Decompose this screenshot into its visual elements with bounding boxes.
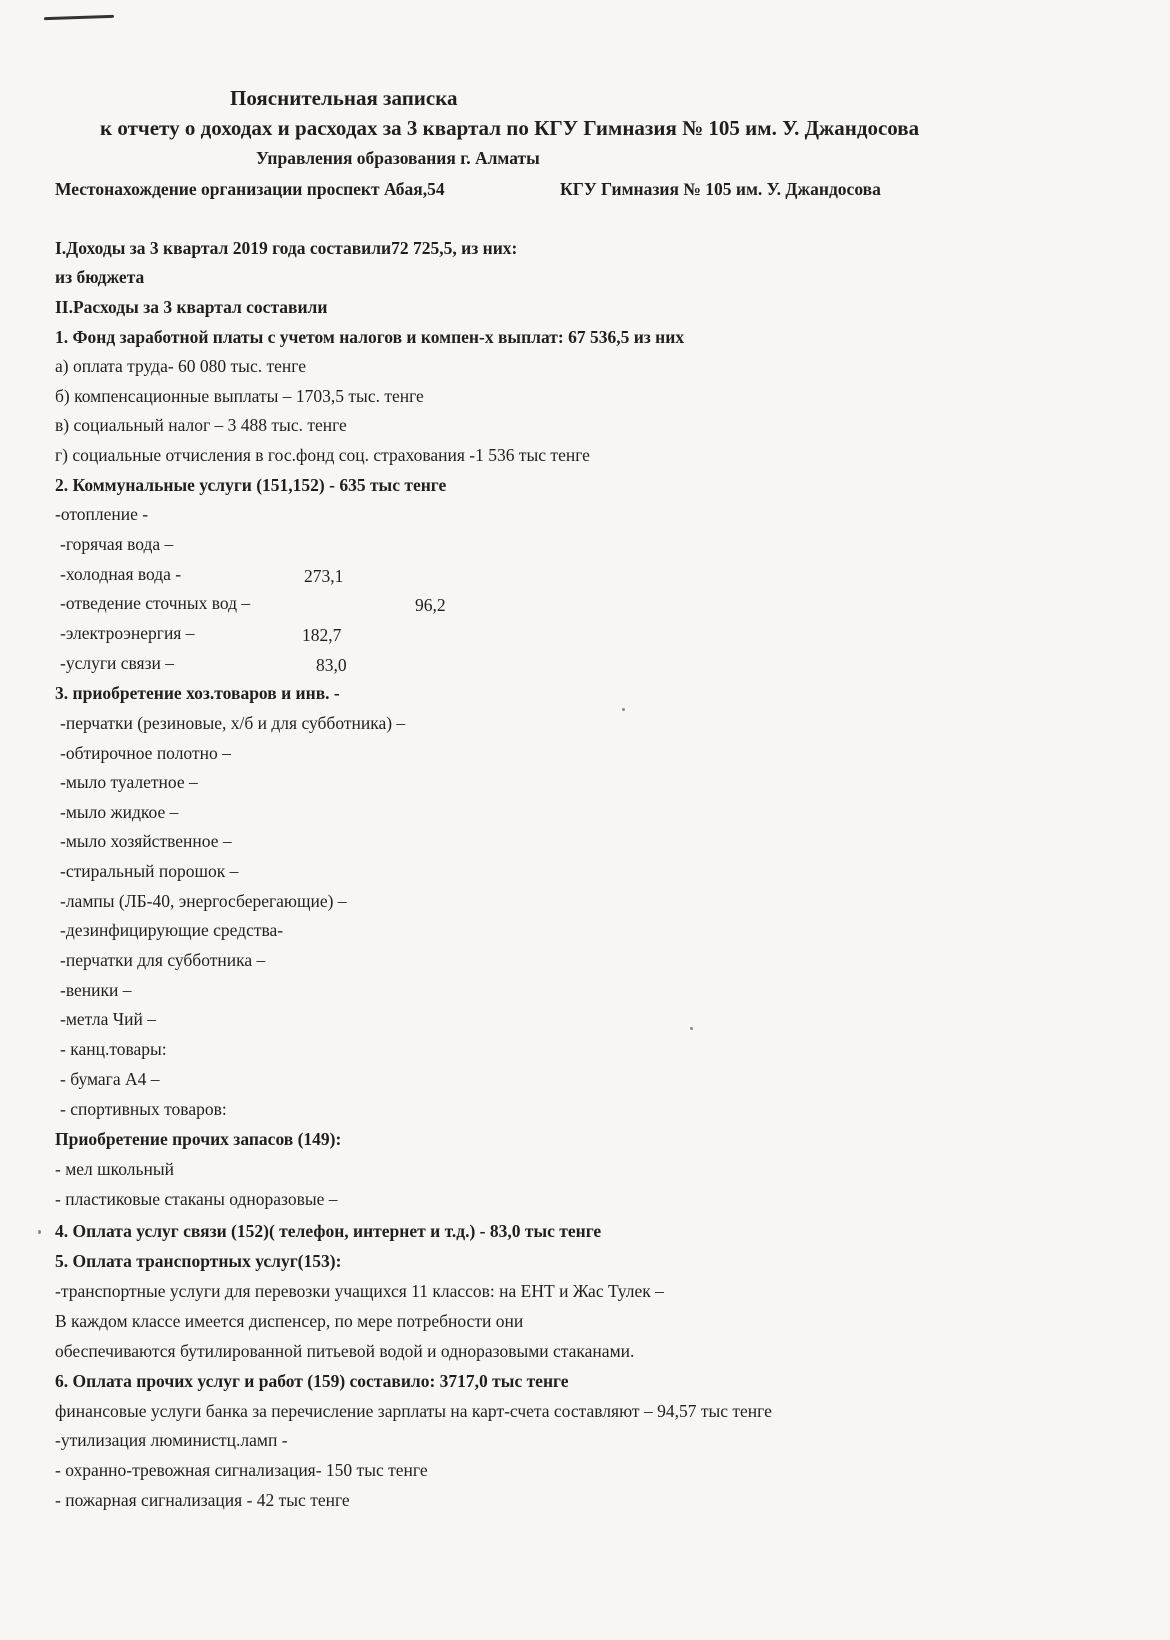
transport-line: обеспечиваются бутилированной питьевой водой и одноразовыми стаканами.	[55, 1341, 635, 1361]
utility-cold-water-value: 273,1	[304, 566, 344, 586]
other-stock-heading: Приобретение прочих запасов (149):	[55, 1129, 342, 1149]
income-heading: I.Доходы за 3 квартал 2019 года составили72 725,5, из них:	[55, 238, 518, 258]
utility-cold-water: -холодная вода -	[60, 564, 182, 584]
supply-item: -дезинфицирующие средства-	[60, 920, 284, 940]
supplies-heading: 3. приобретение хоз.товаров и инв. -	[55, 683, 340, 703]
location-line: Местонахождение организации проспект Абая,54	[55, 179, 445, 199]
utility-communication: -услуги связи –	[60, 653, 174, 673]
other-services-line: финансовые услуги банка за перечисление зарплаты на карт-счета составляют – 94,57 тыс тенге	[55, 1401, 772, 1421]
supply-item: -метла Чий –	[60, 1009, 156, 1029]
other-services-line: - охранно-тревожная сигнализация- 150 тыс тенге	[55, 1460, 428, 1480]
document-title: Пояснительная записка	[230, 86, 458, 110]
transport-line: В каждом классе имеется диспенсер, по мере потребности они	[55, 1311, 524, 1331]
supply-item: -лампы (ЛБ-40, энергосберегающие) –	[60, 891, 347, 911]
supply-item: -веники –	[60, 980, 132, 1000]
scan-mark	[44, 15, 114, 20]
supply-item: -перчатки (резиновые, х/б и для субботника) –	[60, 713, 406, 733]
other-services-heading: 6. Оплата прочих услуг и работ (159) составило: 3717,0 тыс тенге	[55, 1371, 569, 1391]
transport-heading: 5. Оплата транспортных услуг(153):	[55, 1251, 342, 1271]
department-line: Управления образования г. Алматы	[256, 148, 540, 168]
utility-communication-value: 83,0	[316, 655, 347, 675]
income-source: из бюджета	[55, 267, 145, 287]
scan-speck	[622, 708, 625, 711]
utility-electricity: -электроэнергия –	[60, 623, 195, 643]
communication-services-line: 4. Оплата услуг связи (152)( телефон, интернет и т.д.) - 83,0 тыс тенге	[55, 1221, 602, 1241]
document-subtitle: к отчету о доходах и расходах за 3 квартал по КГУ Гимназия № 105 им. У. Джандосова	[100, 116, 920, 140]
transport-line: -транспортные услуги для перевозки учащихся 11 классов: на ЕНТ и Жас Тулек –	[55, 1281, 664, 1301]
org-name: КГУ Гимназия № 105 им. У. Джандосова	[560, 179, 881, 199]
utility-heating: -отопление -	[55, 504, 149, 524]
payroll-heading: 1. Фонд заработной платы с учетом налогов и компен-х выплат: 67 536,5 из них	[55, 327, 685, 347]
payroll-item: г) социальные отчисления в гос.фонд соц. страхования -1 536 тыс тенге	[55, 445, 590, 465]
other-services-line: - пожарная сигнализация - 42 тыс тенге	[55, 1490, 350, 1510]
utility-electricity-value: 182,7	[302, 625, 342, 645]
other-services-line: -утилизация люминистц.ламп -	[55, 1430, 288, 1450]
supply-item: -перчатки для субботника –	[60, 950, 266, 970]
payroll-item: а) оплата труда- 60 080 тыс. тенге	[55, 356, 306, 376]
scan-speck	[38, 1230, 41, 1234]
supply-item: -обтирочное полотно –	[60, 743, 231, 763]
supply-item: - спортивных товаров:	[60, 1099, 227, 1119]
utilities-heading: 2. Коммунальные услуги (151,152) - 635 тыс тенге	[55, 475, 447, 495]
payroll-item: б) компенсационные выплаты – 1703,5 тыс. тенге	[55, 386, 424, 406]
other-stock-item: - мел школьный	[55, 1159, 174, 1179]
payroll-item: в) социальный налог – 3 488 тыс. тенге	[55, 415, 347, 435]
scan-speck	[690, 1027, 693, 1030]
utility-sewage: -отведение сточных вод –	[60, 593, 251, 613]
supply-item: -стиральный порошок –	[60, 861, 239, 881]
supply-item: -мыло туалетное –	[60, 772, 198, 792]
expenses-heading: II.Расходы за 3 квартал составили	[55, 297, 328, 317]
supply-item: - бумага А4 –	[60, 1069, 160, 1089]
utility-hot-water: -горячая вода –	[60, 534, 174, 554]
supply-item: -мыло хозяйственное –	[60, 831, 232, 851]
other-stock-item: - пластиковые стаканы одноразовые –	[55, 1189, 338, 1209]
supply-item: - канц.товары:	[60, 1039, 167, 1059]
supply-item: -мыло жидкое –	[60, 802, 179, 822]
utility-sewage-value: 96,2	[415, 595, 446, 615]
